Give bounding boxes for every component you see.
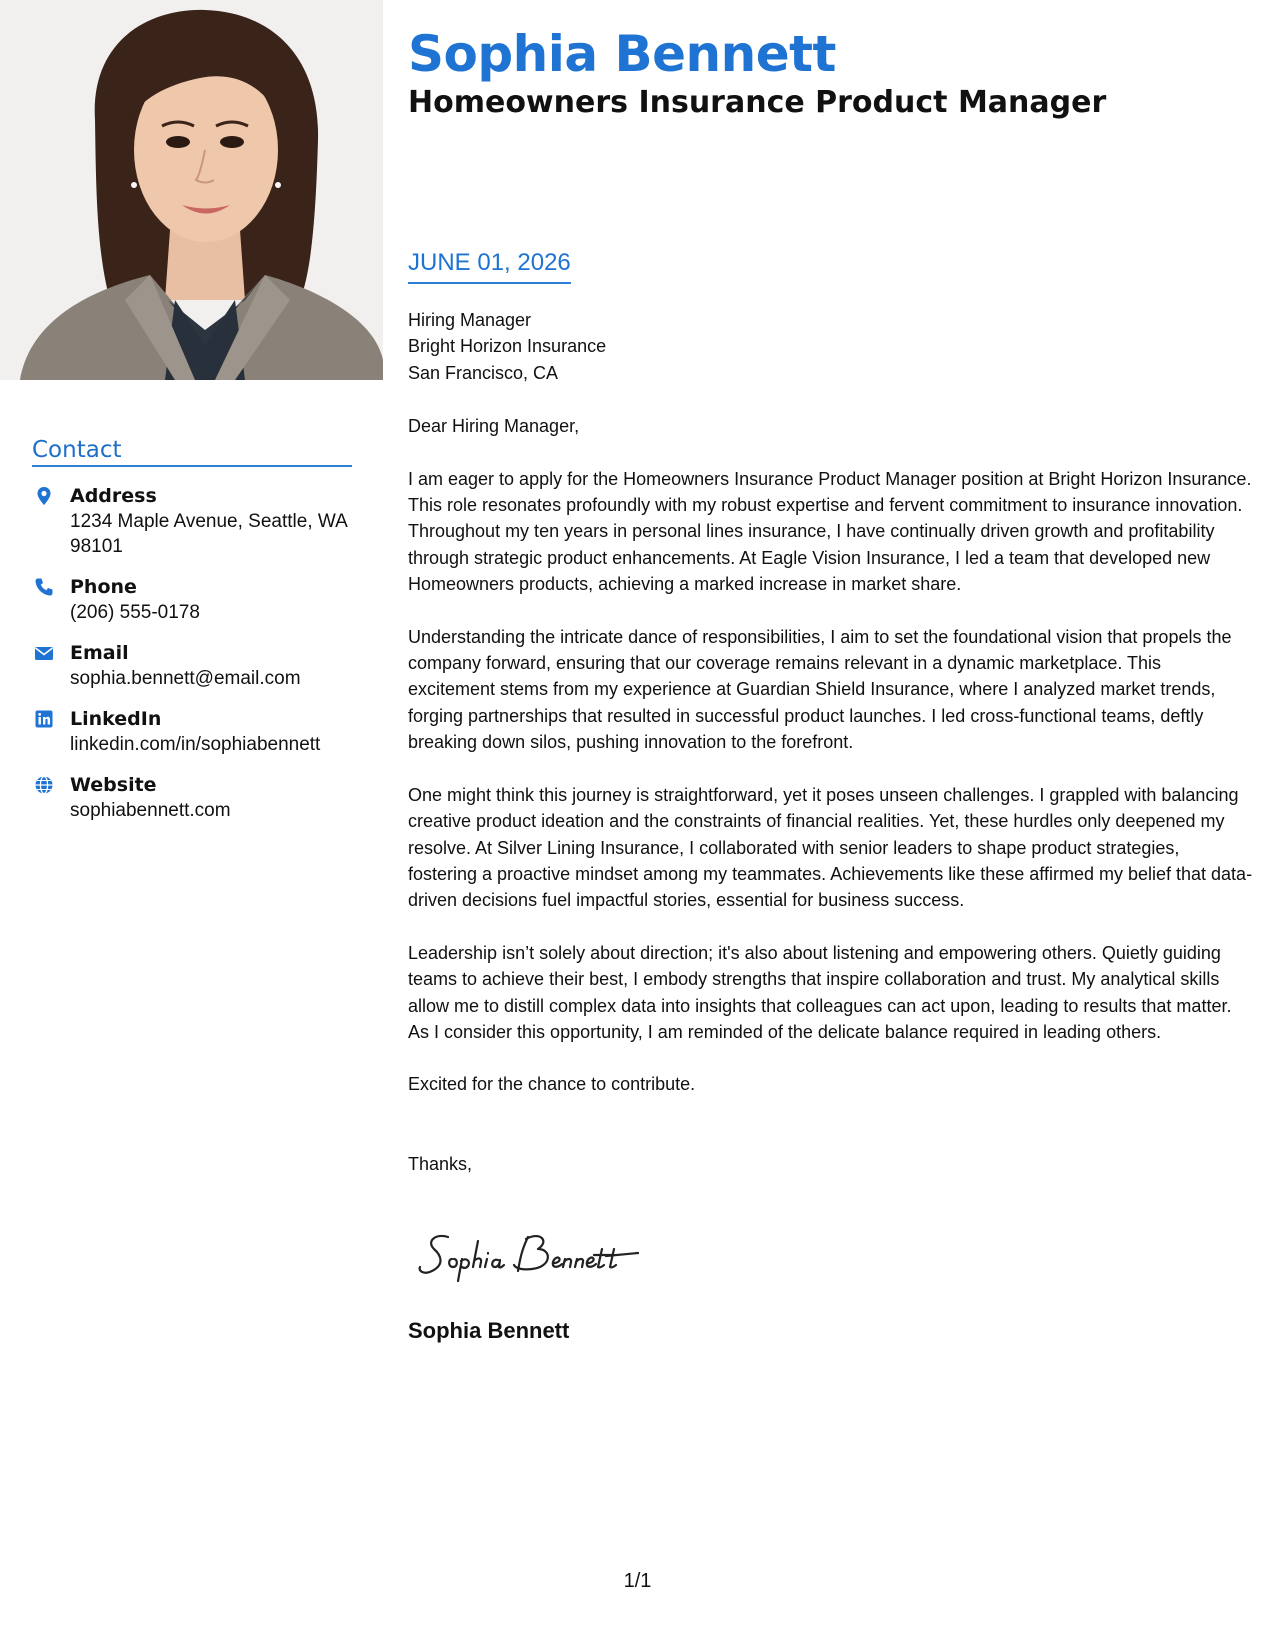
recipient-block bbox=[408, 307, 1253, 386]
letter-paragraph: Understanding the intricate dance of responsibilities, I aim to set the foundational vision that propels the company forward, ensuring that our coverage remains relevant in a dynamic marketplace. This excitement stems from my experience at Guardian Shield Insurance, where I analyzed market trends, forging partnerships that resulted in successful product launches. I led cross-functional teams, deftly breaking down silos, pushing innovation to the forefront. bbox=[408, 626, 1232, 753]
contact-label: Website bbox=[70, 774, 157, 796]
linkedin-value[interactable]: linkedin.com/in/sophiabennett bbox=[70, 734, 321, 755]
recipient-line: Bright Horizon Insurance bbox=[408, 336, 607, 357]
page-number: 1/1 bbox=[623, 1570, 652, 1592]
portrait-illustration bbox=[0, 0, 383, 380]
candidate-name: Sophia Bennett bbox=[408, 25, 836, 83]
recipient-line: Hiring Manager bbox=[408, 310, 532, 330]
profile-photo bbox=[0, 0, 383, 380]
letter-body bbox=[408, 307, 1253, 1177]
letter-paragraph: Leadership isn’t solely about direction; it's also about listening and empowering others. Quietly guiding teams to achieve their best, I embody strengths that inspire collaboration and trust. My analytical skills allow me to distill complex data into insights that colleagues can act upon, leading to results that matter. As I consider this opportunity, I am reminded of the delicate balance required in leading others. bbox=[408, 942, 1232, 1042]
job-title: Homeowners Insurance Product Manager bbox=[408, 85, 1107, 120]
contact-label: Email bbox=[70, 642, 129, 664]
email-value: sophia.bennett@email.com bbox=[70, 668, 301, 689]
globe-icon bbox=[34, 775, 54, 795]
letter-paragraph: One might think this journey is straightforward, yet it poses unseen challenges. I grappled with balancing creative product ideation and the constraints of financial realities. Yet, these hurdles only deepened my resolve. At Silver Lining Insurance, I collaborated with senior leaders to shape product strategies, fostering a proactive mindset among my teammates. Achievements like these affirmed my belief that data-driven decisions fuel impactful stories, essential for business success. bbox=[408, 784, 1253, 911]
contact-item-linkedin bbox=[32, 707, 362, 757]
contact-heading: Contact bbox=[32, 437, 352, 467]
map-pin-icon bbox=[34, 486, 54, 506]
contact-list bbox=[32, 484, 362, 839]
contact-item-address bbox=[32, 484, 362, 559]
recipient-line: San Francisco, CA bbox=[408, 362, 559, 383]
contact-item-website bbox=[32, 773, 362, 823]
address-value: 1234 Maple Avenue, Seattle, WA 98101 bbox=[70, 511, 347, 557]
contact-label: LinkedIn bbox=[70, 708, 162, 730]
letter-paragraph: I am eager to apply for the Homeowners Insurance Product Manager position at Bright Horizon Insurance. This role resonates profoundly with my robust expertise and fervent commitment to insurance innovation. Throughout my ten years in personal lines insurance, I have continually driven growth and profitability through strategic product enhancements. At Eagle Vision Insurance, I led a team that developed new Homeowners products, achieving a marked increase in market share. bbox=[408, 468, 1252, 595]
phone-value: (206) 555-0178 bbox=[70, 602, 200, 623]
signed-name: Sophia Bennett bbox=[408, 1318, 570, 1343]
contact-label: Phone bbox=[70, 576, 137, 598]
letter-date: JUNE 01, 2026 bbox=[408, 248, 571, 284]
website-value[interactable]: sophiabennett.com bbox=[70, 800, 231, 821]
email-icon bbox=[34, 643, 54, 663]
contact-item-email bbox=[32, 641, 362, 691]
handwritten-signature bbox=[418, 1225, 658, 1285]
contact-label: Address bbox=[70, 485, 157, 507]
phone-icon bbox=[34, 577, 54, 597]
linkedin-icon bbox=[34, 709, 54, 729]
salutation: Dear Hiring Manager, bbox=[408, 416, 580, 437]
letter-paragraph: Excited for the chance to contribute. bbox=[408, 1074, 696, 1095]
closing: Thanks, bbox=[408, 1153, 473, 1174]
contact-item-phone bbox=[32, 575, 362, 625]
